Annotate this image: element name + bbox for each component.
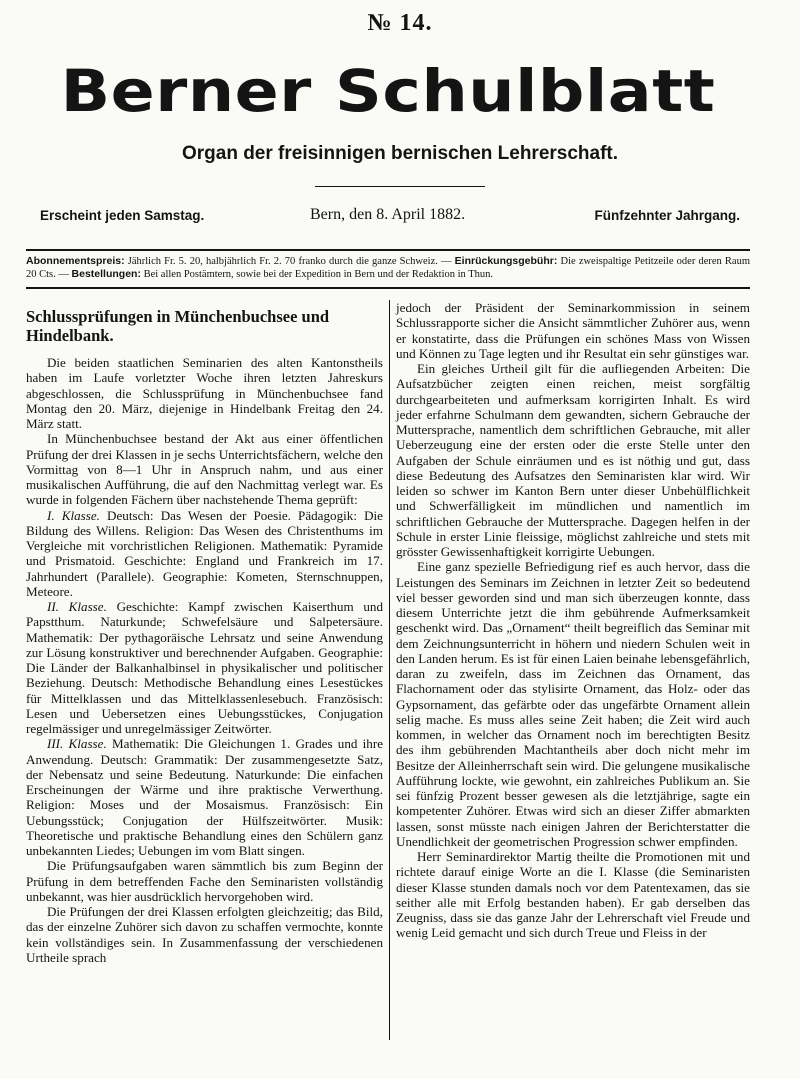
rule-top: [26, 249, 750, 251]
issue-number: № 14.: [367, 10, 433, 36]
paragraph-essays: Ein gleiches Urtheil gilt für die aufliegenden Arbeiten: Die Aufsatzbücher zeigten einen reichen, meist sorgfältig durchgearbeiteten und aufmerksam korrigirten Inhalt. Es wird jeder erfahrne Schulmann dem gewandten, sichern Gebrauche der Muttersprache, namentlich dem schriftlichen Gebrauche, mit aller Ueberzeugung eine der ersten oder die erste Stelle unter den Aufgaben der Schule einräumen und es ist nöthig und gut, dass diese Bedeutung des Aufsatzes den Seminaristen klar wird. Wir leiden so schwer im Kanton Bern unter dieser Unbehülflichkeit und Schwerfälligkeit im mündlichen und namentlich im schriftlichen Gebrauche der Muttersprache. Dagegen helfen in der Schule in erster Linie fleissige, möglichst zahlreiche und stets mit grösster Gewissenhaftigkeit korrigirte Uebungen.: [396, 361, 750, 559]
column-divider: [389, 300, 390, 1040]
class-3-text: Mathematik: Die Gleichungen 1. Grades und ihre Anwendung. Deutsch: Grammatik: Der zusammengesetzte Satz, der Nebensatz und seine Bedeutung. Naturkunde: Die einfachen Erscheinungen der Wärme und ihre praktische Verwerthung. Religion: Moses und der Mosaismus. Französisch: Ein Uebungsstück; Conjugation der Hülfszeitwörter. Musik: Theoretische und praktische Behandlung eines den Schülern ganz unbekannten Liedes; Uebungen im vom Blatt singen.: [26, 736, 384, 858]
short-divider: [315, 186, 485, 187]
class-1-text: Deutsch: Das Wesen der Poesie. Pädagogik: Die Bildung des Willens. Religion: Das Wesen des Christenthums im Vergleiche mit vorchristlichen Religionen. Mathematik: Pyramide und Prismatoid. Geschichte: England und Frankreich im 17. Jahrhundert (Parallele). Geographie: Kometen, Sternschnuppen, Meteore.: [26, 507, 383, 599]
newspaper-subtitle: Organ der freisinnigen bernischen Lehrerschaft.: [181, 143, 619, 164]
class-2-text: Geschichte: Kampf zwischen Kaiserthum und Papstthum. Naturkunde; Schwefelsäure und Salpetersäure. Mathematik: Der pythagoräische Lehrsatz und seine Anwendung zur Lösung konstruktiver und berechnender Aufgaben. Geographie: Die Länder der Balkanhalbinsel in physikalischer und politischer Beziehung. Deutsch: Methodische Behandlung eines Lesestückes für Mittelklassen und das Mittelklassenlesebuch. Französisch: Lesen und Uebersetzen eines Uebungsstückes, Conjugation regelmässiger und unregelmässiger Zeitwörter.: [26, 599, 384, 736]
bestellungen-text: Bei allen Postämtern, sowie bei der Expedition in Bern und der Redaktion in Thun.: [140, 269, 494, 280]
paragraph-class-3: [26, 736, 383, 858]
einrueckung-label: Einrückungsgebühr:: [454, 255, 558, 267]
bestellungen-label: Bestellungen:: [71, 268, 141, 280]
abo-label: Abonnementspreis:: [26, 255, 125, 267]
paragraph-class-1: [26, 508, 383, 600]
paragraph-director: Herr Seminardirektor Martig theilte die Promotionen mit und richtete darauf einige Worte an die I. Klasse (die Seminaristen dieser Klasse stunden damals noch vor dem Patentexamen, das sie seither alle mit Erfolg bestanden haben). Er gab derselben das Zeugniss, dass sie das ganze Jahr der Lehrerschaft viel Freude und wenig Leid gemacht und sich durch Treue und Fleiss in der: [396, 849, 750, 941]
einrueckung-text: Die zweispaltige Petitzeile oder deren Raum 20 Cts. —: [26, 256, 751, 280]
class-1-label: I. Klasse.: [46, 507, 100, 523]
left-column: [26, 302, 383, 965]
paragraph-muenchenbuchsee: In Münchenbuchsee bestand der Akt aus einer öffentlichen Prüfung der drei Klassen in je sechs Unterrichtsfächern, welche den Vormittag von 8—1 Uhr in Anspruch nahm, und aus einer musikalischen Aufführung, die auf den Nachmittag verlegt war. Es wurde in folgenden Fächern über nachstehende Thema geprüft:: [26, 431, 383, 508]
paragraph-president: jedoch der Präsident der Seminarkommission in seinem Schlussrapporte sicher die Ansicht sämmtlicher Zuhörer aus, wenn er konstatirte, dass die Prüfungen ein schönes Mass von Wissen und Können zu Tage legten und ihr Resultat ein sehr günstiges war.: [396, 300, 750, 361]
publication-frequency: Erscheint jeden Samstag.: [40, 208, 205, 223]
class-3-label: III. Klasse.: [46, 736, 107, 752]
paragraph-drawing: Eine ganz spezielle Befriedigung rief es auch hervor, dass die Leistungen des Seminars im Zeichnen in letzter Zeit so bedeutend viel besser geworden sind und man sich überzeugen konnte, dass diesem Unterrichte jetzt die ihm gebührende Aufmerksamkeit geschenkt wird. Das „Ornament“ theilt begreiflich das Seminar mit dem Zeichnungsunterricht in höhern und niedern Schulen weit in den Landen herum. Es ist für einen Laien beinahe lebensgefährlich, daran zu zweifeln, dass im Zeichnen das Ornament, das Flachornament oder das stylisirte Ornament, das Holz- oder das Gypsornament, das gefärbte oder das ungefärbte Ornament allein selig mache. Es muss alles seine Zeit haben; die Zeit wird auch kommen, in welcher das Ornament noch im berechtigten Besitz des ihm gebührenden Machtantheils aber doch nicht mehr im Besitze der Alleinherrschaft sein wird. Die gelungene musikalische Aufführung lockte, wie gewohnt, ein zahlreiches Publikum an. Sie sei fünfzig Prozent besser gewesen als die letztjährige, sagte ein kompetenter Zuhörer. Etwas wird sich an dieser Ziffer abmarkten lassen, sonst müsste nach einigen Jahren der Berichterstatter die Unendlichkeit der geometrischen Progression schwer empfinden.: [396, 559, 750, 849]
dateline: [40, 206, 740, 228]
subscription-info: [26, 255, 750, 281]
paragraph-tasks: Die Prüfungsaufgaben waren sämmtlich bis zum Beginn der Prüfung in dem betreffenden Fache den Seminaristen vollständig unbekannt, was hier ausdrücklich hervorgehoben wird.: [26, 858, 383, 904]
publication-date: Bern, den 8. April 1882.: [310, 206, 466, 223]
right-column: [396, 300, 750, 941]
class-2-label: II. Klasse.: [46, 599, 107, 614]
volume-year: Fünfzehnter Jahrgang.: [594, 208, 740, 223]
paragraph-exams: Die Prüfungen der drei Klassen erfolgten gleichzeitig; das Bild, das der einzelne Zuhörer sich davon zu schaffen vermochte, konnte kein vollständiges sein. In Zusammenfassung der verschiedenen Urtheile sprach: [26, 904, 383, 965]
newspaper-title: Berner Schulblatt: [60, 57, 716, 125]
article-headline: Schlussprüfungen in Münchenbuchsee und Hindelbank.: [26, 307, 330, 345]
paragraph-intro: Die beiden staatlichen Seminarien des alten Kantonstheils haben im Laufe vorletzter Woche ihren letzten Jahreskurs abgeschlossen, die Schlussprüfung in Münchenbuchsee fand Montag den 20. März, diejenige in Hindelbank Freitag den 24. März statt.: [26, 355, 383, 431]
paragraph-class-2: [26, 599, 383, 736]
abo-text: Jährlich Fr. 5. 20, halbjährlich Fr. 2. 70 franko durch die ganze Schweiz. —: [124, 256, 455, 267]
rule-bottom: [26, 287, 750, 289]
